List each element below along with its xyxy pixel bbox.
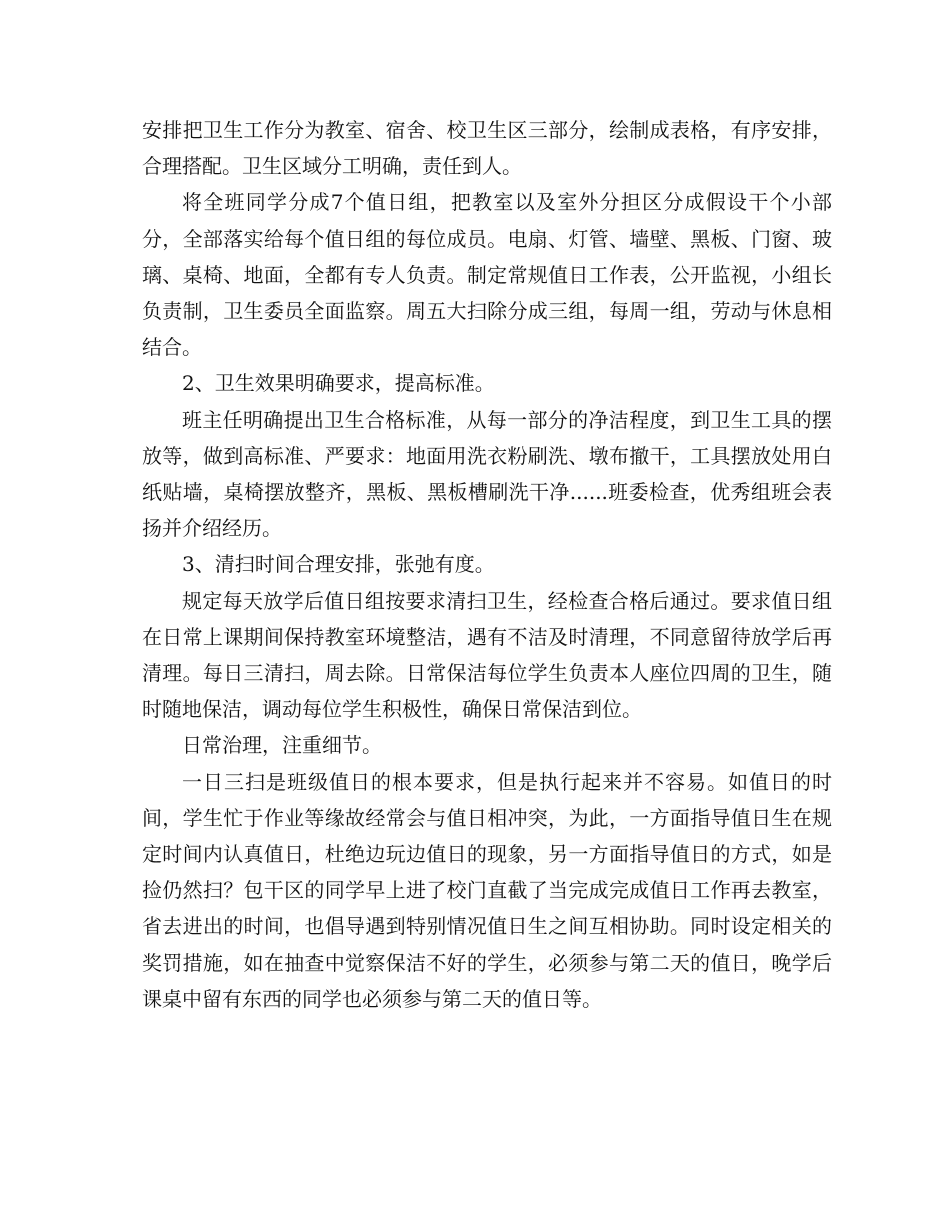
section-heading-2: 2、卫生效果明确要求，提高标准。 xyxy=(182,371,495,396)
body-paragraph-3: 班主任明确提出卫生合格标准，从每一部分的净洁程度，到卫生工具的摆放等，做到高标准、严要求：地面用洗衣粉刷洗、墩布撤干，工具摆放处用白纸贴墙，桌椅摆放整齐，黑板、黑板槽刷洗干净......班委检查，优秀组班会表扬并介绍经历。 xyxy=(142,407,832,541)
body-paragraph-1: 安排把卫生工作分为教室、宿舍、校卫生区三部分，绘制成表格，有序安排，合理搭配。卫生区域分工明确，责任到人。 xyxy=(142,118,832,179)
section-heading-daily-management: 日常治理，注重细节。 xyxy=(182,733,382,758)
body-paragraph-2: 将全班同学分成7个值日组，把教室以及室外分担区分成假设干个小部分，全部落实给每个值日组的每位成员。电扇、灯管、墙壁、黑板、门窗、玻璃、桌椅、地面，全都有专人负责。制定常规值日工作表，公开监视，小组长负责制，卫生委员全面监察。周五大扫除分成三组，每周一组，劳动与休息相结合。 xyxy=(142,190,832,360)
body-paragraph-4: 规定每天放学后值日组按要求清扫卫生，经检查合格后通过。要求值日组在日常上课期间保持教室环境整洁，遇有不洁及时清理，不同意留待放学后再清理。每日三清扫，周去除。日常保洁每位学生负责本人座位四周的卫生，随时随地保洁，调动每位学生积极性，确保日常保洁到位。 xyxy=(142,588,832,722)
section-heading-3: 3、清扫时间合理安排，张弛有度。 xyxy=(182,552,495,577)
body-paragraph-5: 一日三扫是班级值日的根本要求，但是执行起来并不容易。如值日的时间，学生忙于作业等缘故经常会与值日相冲突，为此，一方面指导值日生在规定时间内认真值日，杜绝边玩边值日的现象，另一方面指导值日的方式，如是捡仍然扫？包干区的同学早上进了校门直截了当完成完成值日工作再去教室，省去进出的时间，也倡导遇到特别情况值日生之间互相协助。同时设定相关的奖罚措施，如在抽查中觉察保洁不好的学生，必须参与第二天的值日，晚学后课桌中留有东西的同学也必须参与第二天的值日等。 xyxy=(142,769,832,1011)
document-body xyxy=(142,112,832,1017)
